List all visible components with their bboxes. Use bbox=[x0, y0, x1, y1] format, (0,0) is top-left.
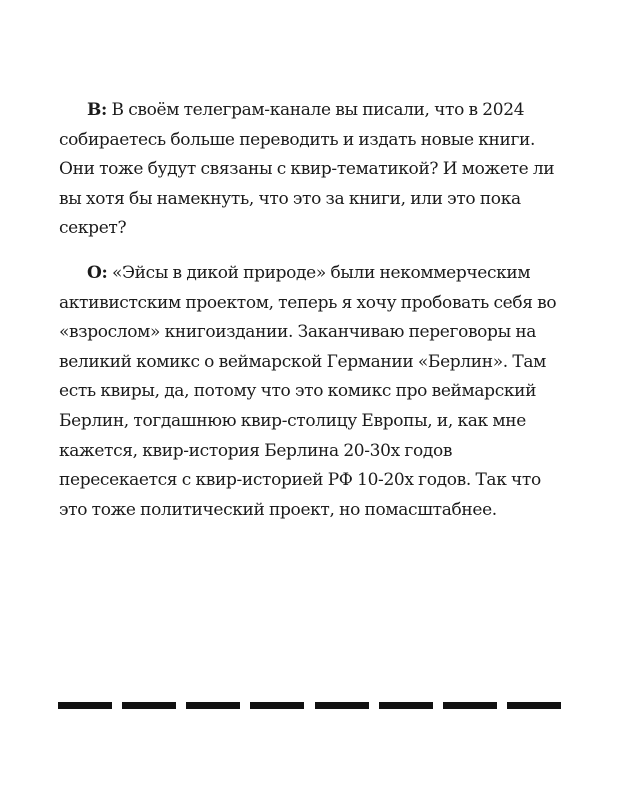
answer-paragraph bbox=[59, 259, 569, 525]
divider-dash bbox=[58, 702, 112, 709]
divider-dash bbox=[443, 702, 497, 709]
interview-text bbox=[59, 96, 569, 525]
dashed-divider bbox=[58, 702, 561, 710]
divider-dash bbox=[186, 702, 240, 709]
divider-dash bbox=[250, 702, 304, 709]
question-label: В: bbox=[87, 100, 107, 120]
divider-dash bbox=[122, 702, 176, 709]
divider-dash bbox=[315, 702, 369, 709]
question-paragraph bbox=[59, 96, 569, 244]
answer-text: «Эйсы в дикой природе» были некоммерческим активистским проектом, теперь я хочу пробовать себя во «взрослом» книгоиздании. Заканчиваю переговоры на великий комикс о веймарской Германии «Берлин». Там есть квиры, да, потому что это комикс про веймарский Берлин, тогдашнюю квир-столицу Европы, и, как мне кажется, квир-история Берлина 20-30х годов пересекается с квир-историей РФ 10-20х годов. Так что это тоже политический проект, но помасштабнее. bbox=[59, 262, 557, 520]
answer-label: О: bbox=[87, 262, 108, 283]
question-text: В своём телеграм-канале вы писали, что в 2024 собираетесь больше переводить и издать новые книги. Они тоже будут связаны с квир-тематикой? И можете ли вы хотя бы намекнуть, что это за книги, или это пока секрет? bbox=[59, 100, 555, 239]
divider-dash bbox=[507, 702, 561, 709]
divider-dash bbox=[379, 702, 433, 709]
